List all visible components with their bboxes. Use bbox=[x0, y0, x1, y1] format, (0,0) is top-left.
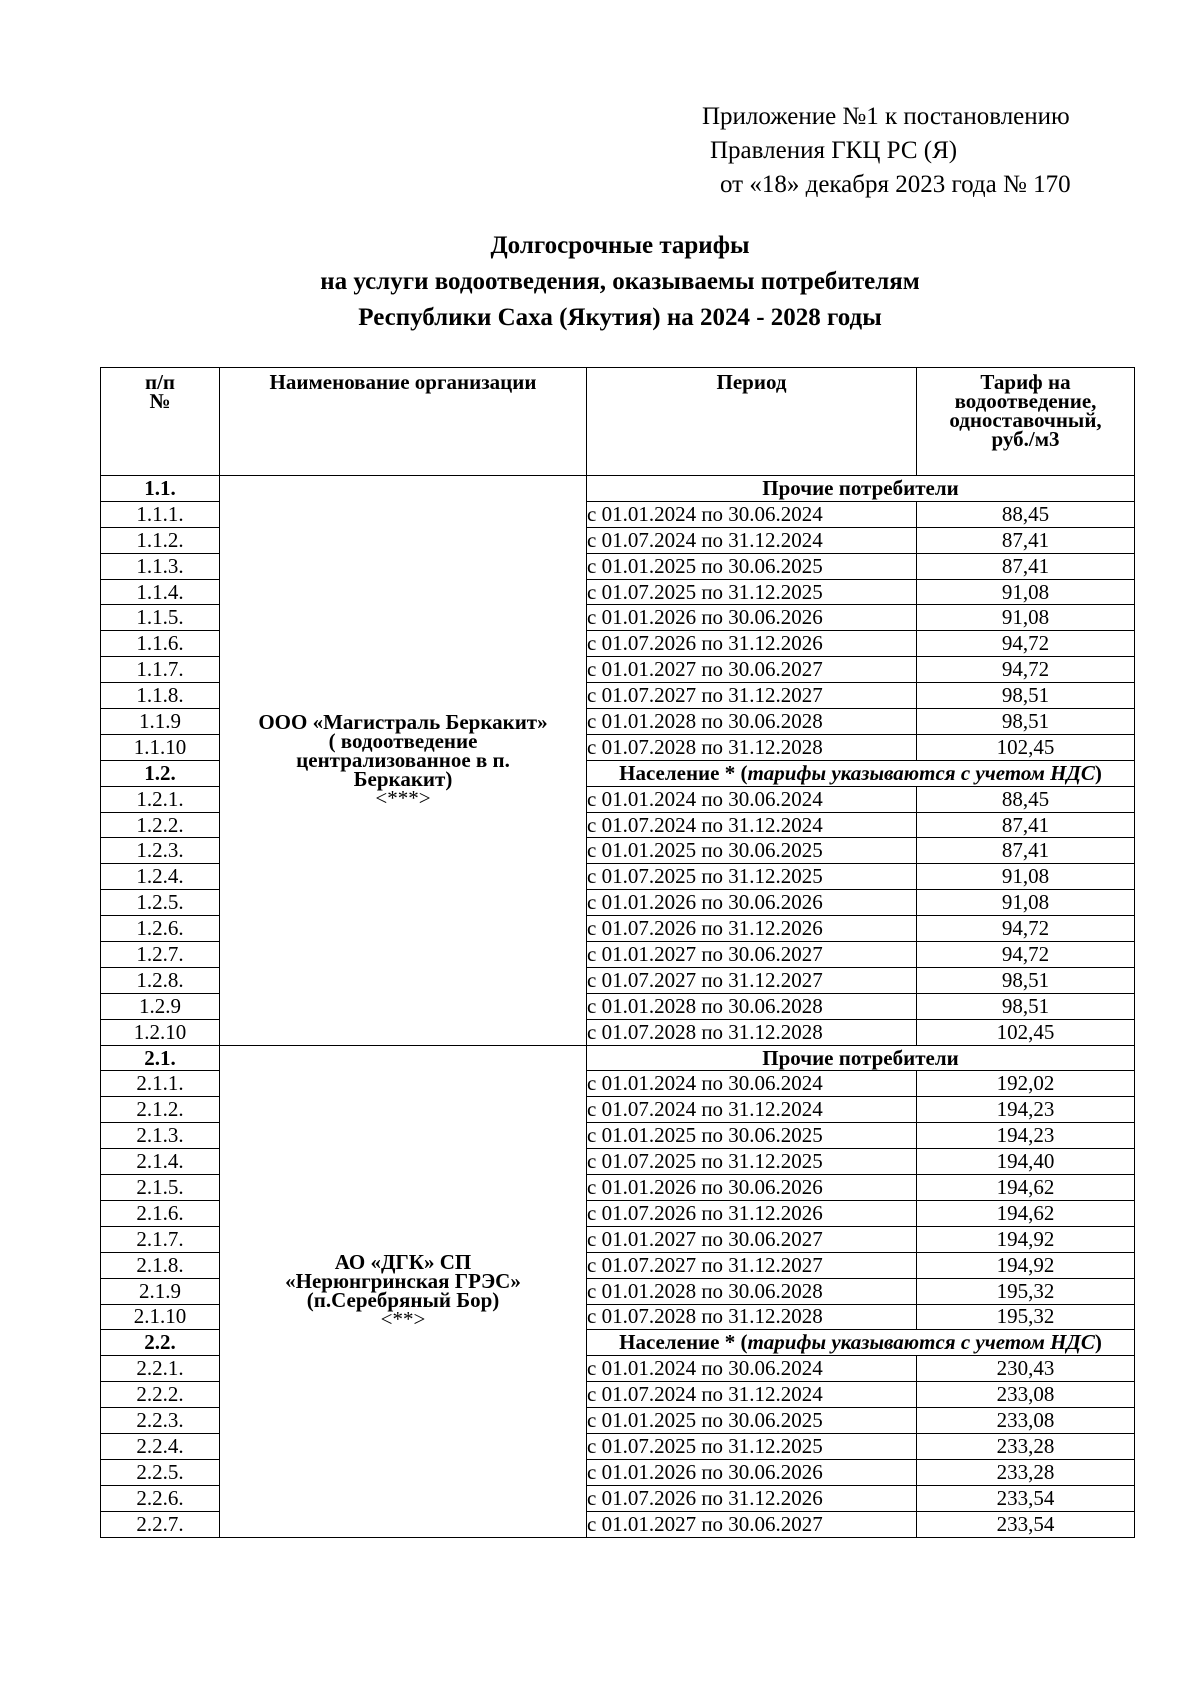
section-label-end: ) bbox=[1094, 760, 1102, 785]
section-label-text: Население * ( bbox=[619, 1330, 748, 1355]
row-tariff: 233,28 bbox=[917, 1433, 1135, 1459]
row-number: 2.1.2. bbox=[101, 1097, 220, 1123]
row-number: 2.1.7. bbox=[101, 1226, 220, 1252]
row-number: 2.2.1. bbox=[101, 1356, 220, 1382]
row-number: 1.1.1. bbox=[101, 501, 220, 527]
row-number: 1.1.4. bbox=[101, 579, 220, 605]
row-period: с 01.01.2028 по 30.06.2028 bbox=[587, 1278, 917, 1304]
row-period: с 01.01.2026 по 30.06.2026 bbox=[587, 605, 917, 631]
row-number: 1.1.5. bbox=[101, 605, 220, 631]
appendix-line-1: Приложение №1 к постановлению bbox=[702, 103, 1070, 130]
row-tariff: 194,23 bbox=[917, 1123, 1135, 1149]
row-period: с 01.01.2026 по 30.06.2026 bbox=[587, 1175, 917, 1201]
organization-name-line: «Нерюнгринская ГРЭС» bbox=[285, 1269, 521, 1294]
row-number: 1.2.6. bbox=[101, 916, 220, 942]
row-tariff: 91,08 bbox=[917, 864, 1135, 890]
row-number: 1.2.7. bbox=[101, 942, 220, 968]
section-number: 1.1. bbox=[101, 476, 220, 502]
row-tariff: 98,51 bbox=[917, 709, 1135, 735]
organization-mark: <**> bbox=[380, 1307, 426, 1332]
row-number: 2.1.6. bbox=[101, 1200, 220, 1226]
row-tariff: 94,72 bbox=[917, 631, 1135, 657]
row-tariff: 194,92 bbox=[917, 1252, 1135, 1278]
row-tariff: 87,41 bbox=[917, 553, 1135, 579]
row-tariff: 88,45 bbox=[917, 501, 1135, 527]
row-number: 2.2.2. bbox=[101, 1382, 220, 1408]
row-tariff: 194,40 bbox=[917, 1149, 1135, 1175]
row-number: 2.1.9 bbox=[101, 1278, 220, 1304]
row-tariff: 87,41 bbox=[917, 527, 1135, 553]
section-row bbox=[101, 476, 1135, 502]
row-period: с 01.07.2026 по 31.12.2026 bbox=[587, 631, 917, 657]
row-tariff: 102,45 bbox=[917, 734, 1135, 760]
row-period: с 01.07.2028 по 31.12.2028 bbox=[587, 734, 917, 760]
appendix-line-3: от «18» декабря 2023 года № 170 bbox=[720, 171, 1071, 198]
organization-name-line: Беркакит) bbox=[353, 766, 453, 791]
row-tariff: 194,62 bbox=[917, 1200, 1135, 1226]
row-period: с 01.07.2025 по 31.12.2025 bbox=[587, 579, 917, 605]
header-organization: Наименование организации bbox=[220, 368, 587, 476]
row-period: с 01.01.2027 по 30.06.2027 bbox=[587, 1511, 917, 1537]
row-tariff: 194,92 bbox=[917, 1226, 1135, 1252]
row-tariff: 233,08 bbox=[917, 1408, 1135, 1434]
row-number: 2.1.5. bbox=[101, 1175, 220, 1201]
row-tariff: 230,43 bbox=[917, 1356, 1135, 1382]
header-tariff-line: руб./м3 bbox=[991, 427, 1060, 451]
row-period: с 01.01.2024 по 30.06.2024 bbox=[587, 501, 917, 527]
organization-name bbox=[220, 476, 587, 1046]
row-period: с 01.07.2027 по 31.12.2027 bbox=[587, 1252, 917, 1278]
title-line-1: Долгосрочные тарифы bbox=[490, 232, 750, 259]
row-period: с 01.07.2028 по 31.12.2028 bbox=[587, 1019, 917, 1045]
row-period: с 01.07.2024 по 31.12.2024 bbox=[587, 812, 917, 838]
row-number: 1.1.3. bbox=[101, 553, 220, 579]
organization-name-line: ООО «Магистраль Беркакит» bbox=[258, 709, 548, 734]
row-number: 1.2.2. bbox=[101, 812, 220, 838]
row-period: с 01.01.2027 по 30.06.2027 bbox=[587, 657, 917, 683]
row-number: 2.2.7. bbox=[101, 1511, 220, 1537]
row-number: 1.2.10 bbox=[101, 1019, 220, 1045]
row-number: 1.1.6. bbox=[101, 631, 220, 657]
row-number: 1.1.9 bbox=[101, 709, 220, 735]
row-number: 2.1.10 bbox=[101, 1304, 220, 1330]
row-period: с 01.01.2025 по 30.06.2025 bbox=[587, 1123, 917, 1149]
section-label bbox=[587, 760, 1135, 786]
row-tariff: 195,32 bbox=[917, 1278, 1135, 1304]
row-tariff: 87,41 bbox=[917, 812, 1135, 838]
row-number: 1.2.4. bbox=[101, 864, 220, 890]
row-tariff: 233,54 bbox=[917, 1511, 1135, 1537]
row-number: 2.1.3. bbox=[101, 1123, 220, 1149]
section-note: тарифы указываются с учетом НДС bbox=[747, 1330, 1095, 1355]
row-period: с 01.01.2027 по 30.06.2027 bbox=[587, 1226, 917, 1252]
row-period: с 01.07.2028 по 31.12.2028 bbox=[587, 1304, 917, 1330]
appendix-header bbox=[702, 100, 1122, 202]
row-tariff: 233,54 bbox=[917, 1485, 1135, 1511]
row-tariff: 94,72 bbox=[917, 942, 1135, 968]
row-number: 1.2.1. bbox=[101, 786, 220, 812]
header-period: Период bbox=[587, 368, 917, 476]
header-tariff-line: одноставочный, bbox=[949, 408, 1102, 432]
organization-name bbox=[220, 1045, 587, 1537]
organization-name-line: (п.Серебряный Бор) bbox=[306, 1288, 500, 1313]
section-label-text: Население * ( bbox=[619, 760, 748, 785]
row-number: 1.1.10 bbox=[101, 734, 220, 760]
row-number: 2.2.5. bbox=[101, 1459, 220, 1485]
header-number-line: № bbox=[149, 389, 171, 413]
row-period: с 01.07.2025 по 31.12.2025 bbox=[587, 1149, 917, 1175]
row-number: 1.2.3. bbox=[101, 838, 220, 864]
row-period: с 01.01.2028 по 30.06.2028 bbox=[587, 709, 917, 735]
section-number: 2.1. bbox=[101, 1045, 220, 1071]
section-label-end: ) bbox=[1094, 1330, 1102, 1355]
row-period: с 01.01.2028 по 30.06.2028 bbox=[587, 993, 917, 1019]
row-period: с 01.07.2025 по 31.12.2025 bbox=[587, 1433, 917, 1459]
section-label bbox=[587, 476, 1135, 502]
row-period: с 01.07.2027 по 31.12.2027 bbox=[587, 967, 917, 993]
tariff-table bbox=[100, 367, 1135, 1538]
row-period: с 01.01.2026 по 30.06.2026 bbox=[587, 1459, 917, 1485]
row-tariff: 233,28 bbox=[917, 1459, 1135, 1485]
row-period: с 01.07.2027 по 31.12.2027 bbox=[587, 683, 917, 709]
table-header-row bbox=[101, 368, 1135, 476]
row-period: с 01.07.2024 по 31.12.2024 bbox=[587, 1382, 917, 1408]
row-tariff: 88,45 bbox=[917, 786, 1135, 812]
row-tariff: 194,23 bbox=[917, 1097, 1135, 1123]
section-label-text: Прочие потребители bbox=[762, 475, 959, 500]
row-period: с 01.01.2026 по 30.06.2026 bbox=[587, 890, 917, 916]
row-tariff: 98,51 bbox=[917, 683, 1135, 709]
section-number: 1.2. bbox=[101, 760, 220, 786]
row-period: с 01.07.2024 по 31.12.2024 bbox=[587, 527, 917, 553]
row-period: с 01.01.2024 по 30.06.2024 bbox=[587, 1071, 917, 1097]
header-number bbox=[101, 368, 220, 476]
section-note: тарифы указываются с учетом НДС bbox=[747, 760, 1095, 785]
row-tariff: 102,45 bbox=[917, 1019, 1135, 1045]
row-number: 2.2.4. bbox=[101, 1433, 220, 1459]
row-period: с 01.07.2026 по 31.12.2026 bbox=[587, 916, 917, 942]
row-number: 2.1.1. bbox=[101, 1071, 220, 1097]
header-tariff bbox=[917, 368, 1135, 476]
row-tariff: 233,08 bbox=[917, 1382, 1135, 1408]
row-period: с 01.07.2026 по 31.12.2026 bbox=[587, 1200, 917, 1226]
tariff-table-body bbox=[101, 476, 1135, 1538]
row-number: 1.1.7. bbox=[101, 657, 220, 683]
header-number-line: п/п bbox=[144, 370, 176, 394]
row-number: 2.2.6. bbox=[101, 1485, 220, 1511]
section-label-text: Прочие потребители bbox=[762, 1045, 959, 1070]
row-tariff: 87,41 bbox=[917, 838, 1135, 864]
row-tariff: 91,08 bbox=[917, 890, 1135, 916]
row-tariff: 98,51 bbox=[917, 967, 1135, 993]
row-period: с 01.01.2025 по 30.06.2025 bbox=[587, 838, 917, 864]
row-period: с 01.01.2024 по 30.06.2024 bbox=[587, 786, 917, 812]
row-number: 1.1.8. bbox=[101, 683, 220, 709]
organization-mark: <***> bbox=[375, 785, 431, 810]
organization-name-line: АО «ДГК» СП bbox=[334, 1250, 472, 1275]
row-period: с 01.01.2024 по 30.06.2024 bbox=[587, 1356, 917, 1382]
row-number: 1.2.5. bbox=[101, 890, 220, 916]
section-label bbox=[587, 1045, 1135, 1071]
row-tariff: 94,72 bbox=[917, 657, 1135, 683]
row-number: 1.1.2. bbox=[101, 527, 220, 553]
row-tariff: 195,32 bbox=[917, 1304, 1135, 1330]
section-number: 2.2. bbox=[101, 1330, 220, 1356]
row-tariff: 192,02 bbox=[917, 1071, 1135, 1097]
row-period: с 01.01.2027 по 30.06.2027 bbox=[587, 942, 917, 968]
row-tariff: 194,62 bbox=[917, 1175, 1135, 1201]
document-title bbox=[0, 228, 1200, 336]
row-tariff: 91,08 bbox=[917, 605, 1135, 631]
row-number: 1.2.9 bbox=[101, 993, 220, 1019]
row-number: 1.2.8. bbox=[101, 967, 220, 993]
organization-name-line: централизованное в п. bbox=[296, 747, 510, 772]
header-tariff-line: водоотведение, bbox=[954, 389, 1097, 413]
row-tariff: 91,08 bbox=[917, 579, 1135, 605]
row-period: с 01.01.2025 по 30.06.2025 bbox=[587, 553, 917, 579]
row-number: 2.1.4. bbox=[101, 1149, 220, 1175]
row-tariff: 98,51 bbox=[917, 993, 1135, 1019]
section-label bbox=[587, 1330, 1135, 1356]
row-period: с 01.01.2025 по 30.06.2025 bbox=[587, 1408, 917, 1434]
header-tariff-line: Тариф на bbox=[980, 370, 1071, 394]
section-row bbox=[101, 1045, 1135, 1071]
title-line-2: на услуги водоотведения, оказываемы потребителям bbox=[320, 268, 920, 295]
appendix-line-2: Правления ГКЦ РС (Я) bbox=[710, 137, 958, 164]
row-number: 2.1.8. bbox=[101, 1252, 220, 1278]
row-tariff: 94,72 bbox=[917, 916, 1135, 942]
title-line-3: Республики Саха (Якутия) на 2024 - 2028 годы bbox=[358, 304, 882, 331]
row-period: с 01.07.2025 по 31.12.2025 bbox=[587, 864, 917, 890]
row-number: 2.2.3. bbox=[101, 1408, 220, 1434]
row-period: с 01.07.2024 по 31.12.2024 bbox=[587, 1097, 917, 1123]
organization-name-line: ( водоотведение bbox=[328, 728, 478, 753]
row-period: с 01.07.2026 по 31.12.2026 bbox=[587, 1485, 917, 1511]
